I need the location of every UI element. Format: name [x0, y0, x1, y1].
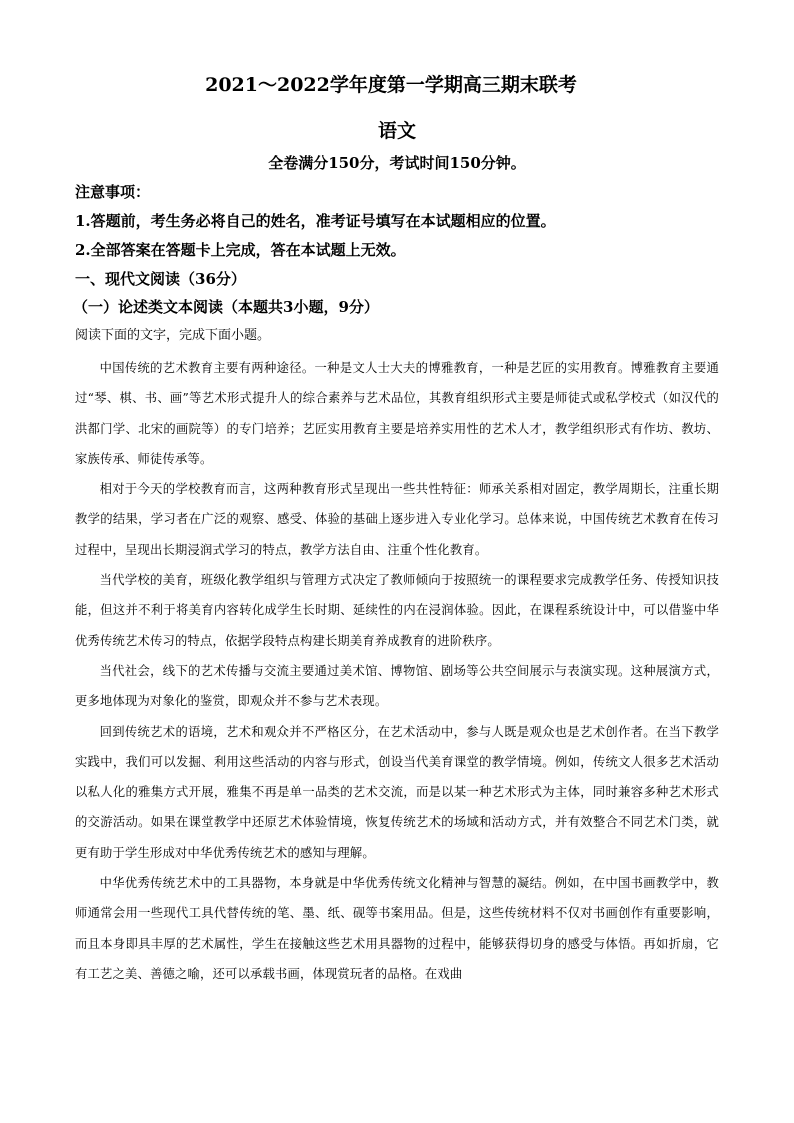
- subject-title: 语文: [377, 120, 416, 142]
- passage-paragraph: 中国传统的艺术教育主要有两种途径。一种是文人士大夫的博雅教育，一种是艺匠的实用教育。博雅教育主要通过“琴、棋、书、画”等艺术形式提升人的综合素养与艺术品位，其教育组织形式主要是师徒式或私学校式（如汉代的洪都门学、北宋的画院等）的专门培养；艺匠实用教育主要是培养实用性的艺术人才，教学组织形式有作坊、教坊、家族传承、师徒传承等。: [75, 361, 719, 466]
- passage-paragraph: 回到传统艺术的语境，艺术和观众并不严格区分，在艺术活动中，参与人既是观众也是艺术创作者。在当下教学实践中，我们可以发掘、利用这些活动的内容与形式，创设当代美育课堂的教学情境。例如，传统文人很多艺术活动以私人化的雅集方式开展，雅集不再是单一品类的艺术交流，而是以某一种艺术形式为主体，同时兼容多种艺术形式的交游活动。如果在课堂教学中还原艺术体验情境，恢复传统艺术的场域和活动方式，并有效整合不同艺术门类，就更有助于学生形成对中华优秀传统艺术的感知与理解。: [75, 724, 719, 860]
- notes-heading: 注意事项：: [75, 183, 151, 201]
- passage-paragraph: 当代社会，线下的艺术传播与交流主要通过美术馆、博物馆、剧场等公共空间展示与表演实现。这种展演方式，更多地体现为对象化的鉴赏，即观众并不参与艺术表现。: [75, 663, 719, 709]
- note-item-1: 1.答题前，考生务必将自己的姓名，准考证号填写在本试题相应的位置。: [75, 212, 556, 230]
- exam-title: 2021～2022学年度第一学期高三期末联考: [205, 74, 577, 96]
- subsection-heading: （一）论述类文本阅读（本题共3小题，9分）: [73, 298, 379, 316]
- note-item-2: 2.全部答案在答题卡上完成，答在本试题上无效。: [75, 241, 406, 259]
- passage-paragraph: 相对于今天的学校教育而言，这两种教育形式呈现出一些共性特征：师承关系相对固定，教学周期长，注重长期教学的结果，学习者在广泛的观察、感受、体验的基础上逐步进入专业化学习。总体来说，中国传统艺术教育在传习过程中，呈现出长期浸润式学习的特点，教学方法自由、注重个性化教育。: [75, 482, 719, 557]
- passage-paragraph: 当代学校的美育，班级化教学组织与管理方式决定了教师倾向于按照统一的课程要求完成教学任务、传授知识技能，但这并不利于将美育内容转化成学生长时期、延续性的内在浸润体验。因此，在课程系统设计中，可以借鉴中华优秀传统艺术传习的特点，依据学段特点构建长期美育养成教育的进阶秩序。: [75, 573, 719, 648]
- passage-paragraph: 中华优秀传统艺术中的工具器物，本身就是中华优秀传统文化精神与智慧的凝结。例如，在中国书画教学中，教师通常会用一些现代工具代替传统的笔、墨、纸、砚等书案用品。但是，这些传统材料不仅对书画创作有重要影响，而且本身即具丰厚的艺术属性，学生在接触这些艺术用具器物的过程中，能够获得切身的感受与体悟。再如折扇，它有工艺之美、善德之喻，还可以承载书画，体现赏玩者的品格。在戏曲: [75, 876, 719, 981]
- reading-passage: [75, 353, 719, 989]
- section-heading: 一、现代文阅读（36分）: [75, 270, 246, 288]
- score-time-line: 全卷满分150分，考试时间150分钟。: [268, 154, 526, 172]
- reading-instruction: 阅读下面的文字，完成下面小题。: [75, 328, 271, 343]
